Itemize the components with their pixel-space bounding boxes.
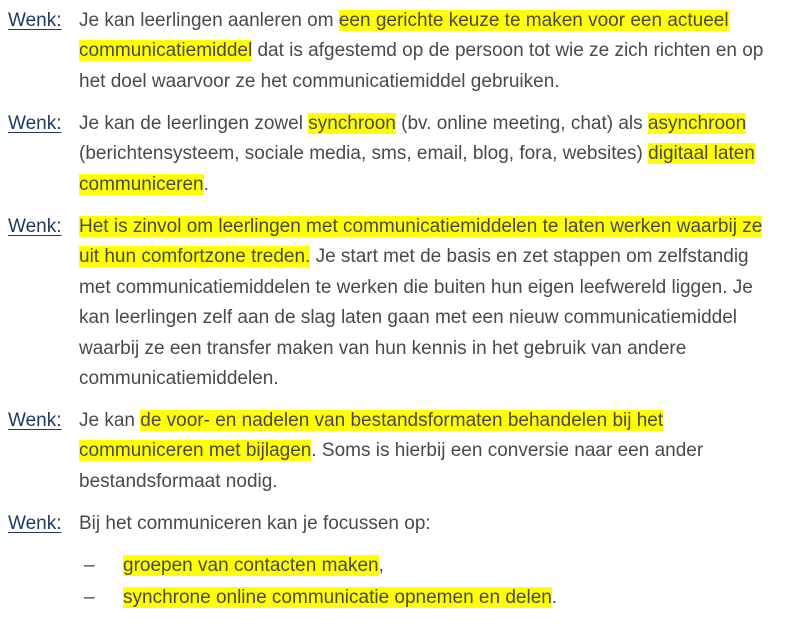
list-item (0, 583, 791, 613)
list-item (0, 551, 791, 581)
list-item-suffix: , (378, 555, 384, 576)
dash-bullet: – (84, 587, 95, 608)
dash-bullet: – (84, 555, 95, 576)
text-segment: Bij het communiceren kan je focussen op: (79, 513, 431, 534)
wenk-label: Wenk: (8, 113, 62, 134)
wenk-label: Wenk: (8, 10, 62, 31)
text-segment: (bv. online meeting, chat) als (395, 113, 648, 134)
text-segment: . (203, 173, 209, 195)
list-item-suffix: . (551, 587, 558, 608)
highlighted-text: synchrone online communicatie opnemen en delen (123, 587, 552, 608)
wenk-label: Wenk: (8, 410, 62, 431)
highlighted-text: Het is zinvol om leerlingen met communicatiemiddelen te laten werken waarbij ze uit hun comfortzone treden. (79, 216, 763, 268)
highlighted-text: synchroon (308, 113, 396, 134)
text-segment: Je start met de basis en zet stappen om zelfstandig met communicatiemiddelen te werken die buiten hun eigen leefwereld liggen. Je kan leerlingen zelf aan de slag laten gaan met een nieuw communicatiemiddel waarbij ze een transfer maken van hun kennis in het gebruik van andere communicatiemiddelen. (79, 246, 753, 390)
text-segment: dat is afgestemd op de persoon tot wie ze zich richten en op het doel waarvoor ze het communicatiemiddel gebruiken. (79, 40, 764, 92)
wenk-text (79, 212, 785, 394)
text-segment: Je kan leerlingen aanleren om (79, 10, 339, 31)
highlighted-text: groepen van contacten maken (123, 555, 379, 576)
wenk-label: Wenk: (8, 216, 62, 237)
text-segment: . Soms is hierbij een conversie naar een ander bestandsformaat nodig. (79, 440, 704, 492)
wenk-label: Wenk: (8, 513, 62, 534)
highlighted-text: de voor- en nadelen van bestandsformaten behandelen bij het communiceren met bijlagen (79, 410, 664, 462)
highlighted-text: een gerichte keuze te maken voor een actueel communicatiemiddel (79, 10, 729, 62)
list-item-text (123, 583, 557, 613)
wenk-text (79, 6, 785, 97)
text-segment: Je kan (79, 410, 141, 431)
list-item-text (123, 551, 384, 581)
highlighted-text: asynchroon (647, 113, 747, 134)
wenk-text (79, 509, 785, 539)
wenk-text (79, 109, 785, 200)
wenk-text (79, 406, 785, 497)
text-segment: Je kan de leerlingen zowel (79, 113, 309, 134)
text-segment: (berichtensysteem, sociale media, sms, email, blog, fora, websites) (79, 143, 649, 165)
highlighted-text: digitaal laten communiceren (79, 143, 755, 195)
